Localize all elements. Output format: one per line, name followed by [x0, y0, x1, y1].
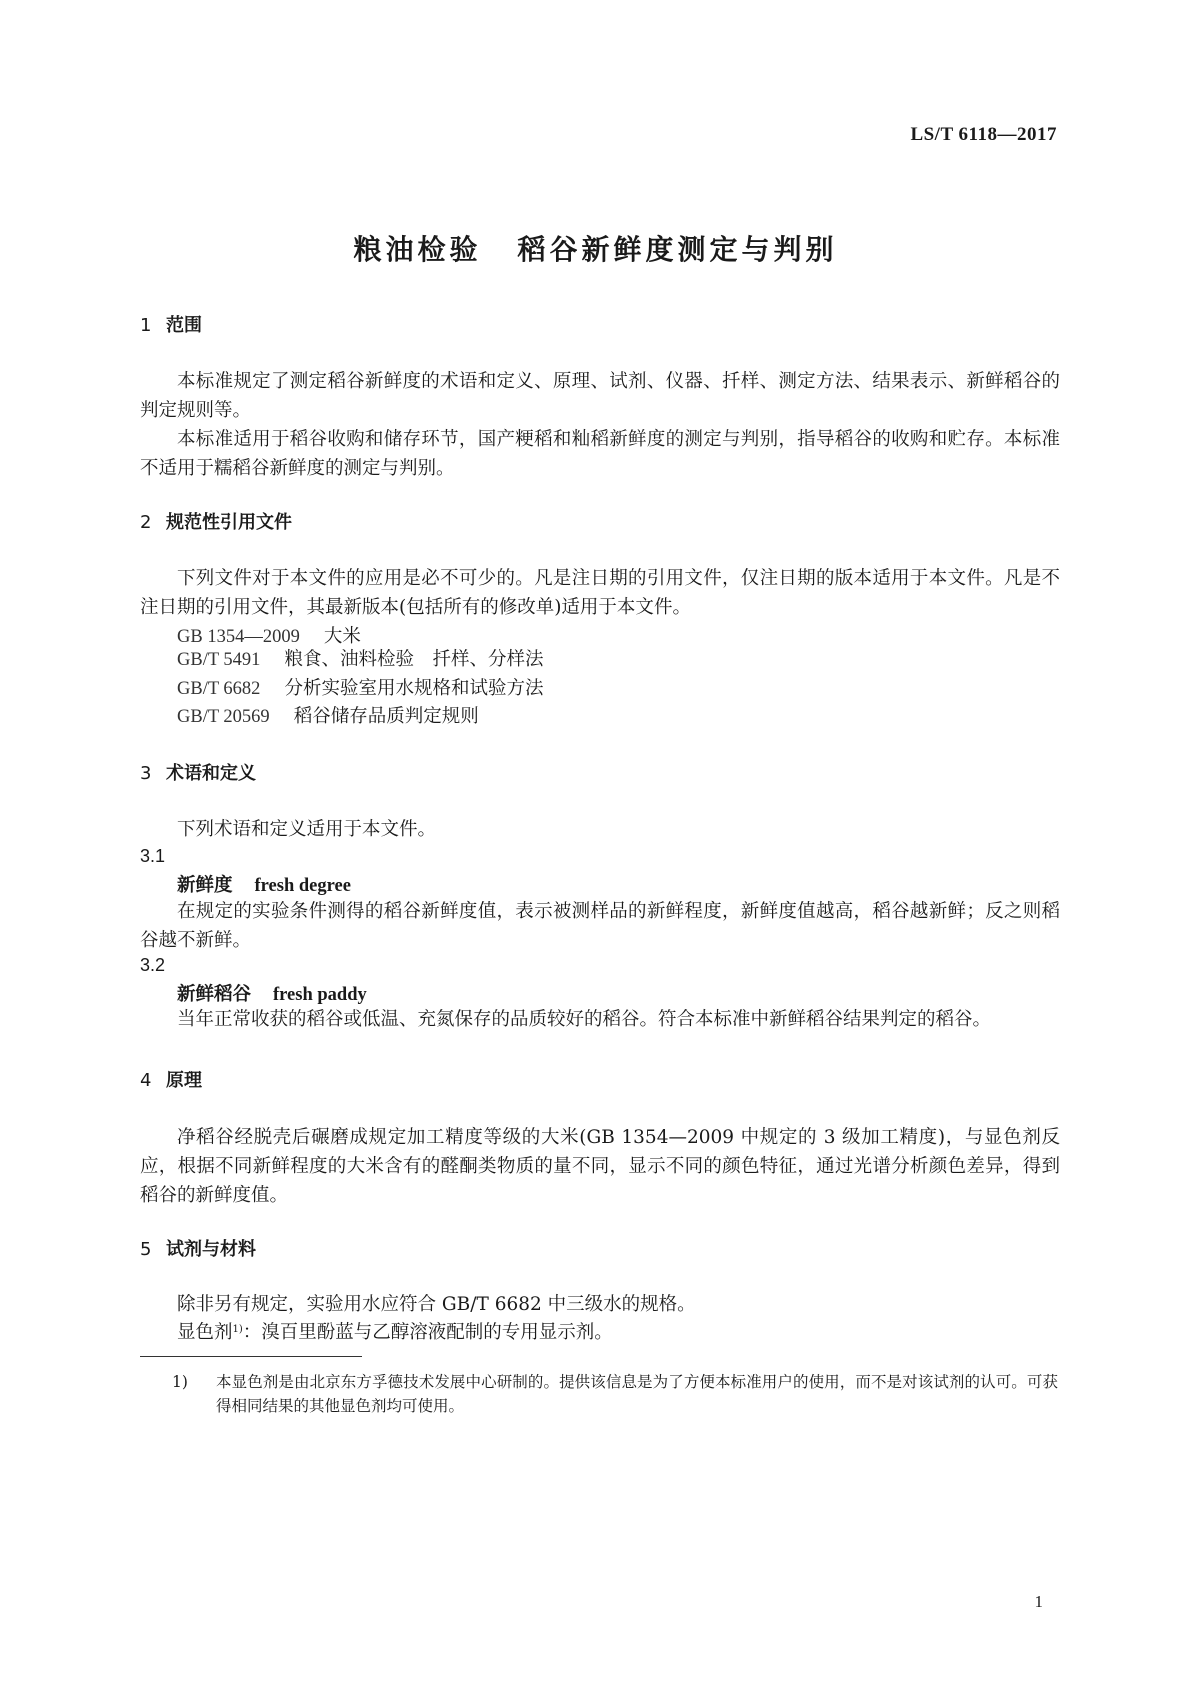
section-2-paragraph-1: 下列文件对于本文件的应用是必不可少的。凡是注日期的引用文件，仅注日期的版本适用于本文件。凡是不注日期的引用文件，其最新版本(包括所有的修改单)适用于本文件。 — [140, 568, 1060, 618]
document-title — [0, 228, 1191, 268]
section-3-paragraph-1: 下列术语和定义适用于本文件。 — [177, 819, 437, 840]
section-heading-3: 3 术语和定义 — [140, 763, 256, 784]
standard-code: LS/T 6118—2017 — [910, 124, 1057, 145]
footnote — [172, 1370, 1058, 1418]
term-name: 新鲜度 fresh degree — [177, 875, 351, 896]
term-number: 3.1 — [140, 846, 166, 866]
section-5-paragraph-1: 除非另有规定，实验用水应符合 GB/T 6682 中三级水的规格。 — [177, 1294, 696, 1315]
section-1-paragraph-1: 本标准规定了测定稻谷新鲜度的术语和定义、原理、试剂、仪器、扦样、测定方法、结果表示、新鲜稻谷的判定规则等。 — [140, 371, 1060, 421]
footnote-text: 本显色剂是由北京东方孚德技术发展中心研制的。提供该信息是为了方便本标准用户的使用，而不是对该试剂的认可。可获得相同结果的其他显色剂均可使用。 — [216, 1373, 1058, 1415]
section-4-paragraph-1: 净稻谷经脱壳后碾磨成规定加工精度等级的大米(GB 1354—2009 中规定的 3 级加工精度)，与显色剂反应，根据不同新鲜程度的大米含有的醛酮类物质的量不同，显示不同的颜色特征，通过光谱分析颜色差异，得到稻谷的新鲜度值。 — [140, 1127, 1060, 1206]
term-number: 3.2 — [140, 955, 166, 975]
footnote-divider — [140, 1356, 362, 1357]
section-5-paragraph-2: 显色剂$^{1)}$：溴百里酚蓝与乙醇溶液配制的专用显示剂。 — [177, 1322, 613, 1343]
section-1-paragraph-2: 本标准适用于稻谷收购和储存环节，国产粳稻和籼稻新鲜度的测定与判别，指导稻谷的收购和贮存。本标准不适用于糯稻谷新鲜度的测定与判别。 — [140, 429, 1060, 479]
section-heading-5: 5 试剂与材料 — [140, 1239, 256, 1260]
term-definition: 在规定的实验条件测得的稻谷新鲜度值，表示被测样品的新鲜程度，新鲜度值越高，稻谷越新鲜；反之则稻谷越不新鲜。 — [140, 901, 1060, 951]
section-heading-2: 2 规范性引用文件 — [140, 512, 292, 533]
term-name: 新鲜稻谷 fresh paddy — [177, 984, 367, 1005]
title-part-2: 稻谷新鲜度测定与判别 — [517, 233, 838, 266]
section-heading-4: 4 原理 — [140, 1070, 202, 1091]
reference-item: GB/T 5491 粮食、油料检验 扦样、分样法 — [177, 649, 544, 670]
footnote-mark: 1) — [172, 1373, 188, 1391]
section-heading-1: 1 范围 — [140, 315, 202, 336]
reference-item: GB/T 20569 稻谷储存品质判定规则 — [177, 706, 479, 727]
footnote-reference[interactable]: 1) — [232, 1324, 243, 1335]
page-number: 1 — [1034, 1592, 1043, 1611]
term-definition: 当年正常收获的稻谷或低温、充氮保存的品质较好的稻谷。符合本标准中新鲜稻谷结果判定的稻谷。 — [177, 1009, 992, 1030]
reference-item: GB 1354—2009 大米 — [177, 626, 361, 647]
title-part-1: 粮油检验 — [353, 233, 482, 266]
reference-item: GB/T 6682 分析实验室用水规格和试验方法 — [177, 678, 544, 699]
